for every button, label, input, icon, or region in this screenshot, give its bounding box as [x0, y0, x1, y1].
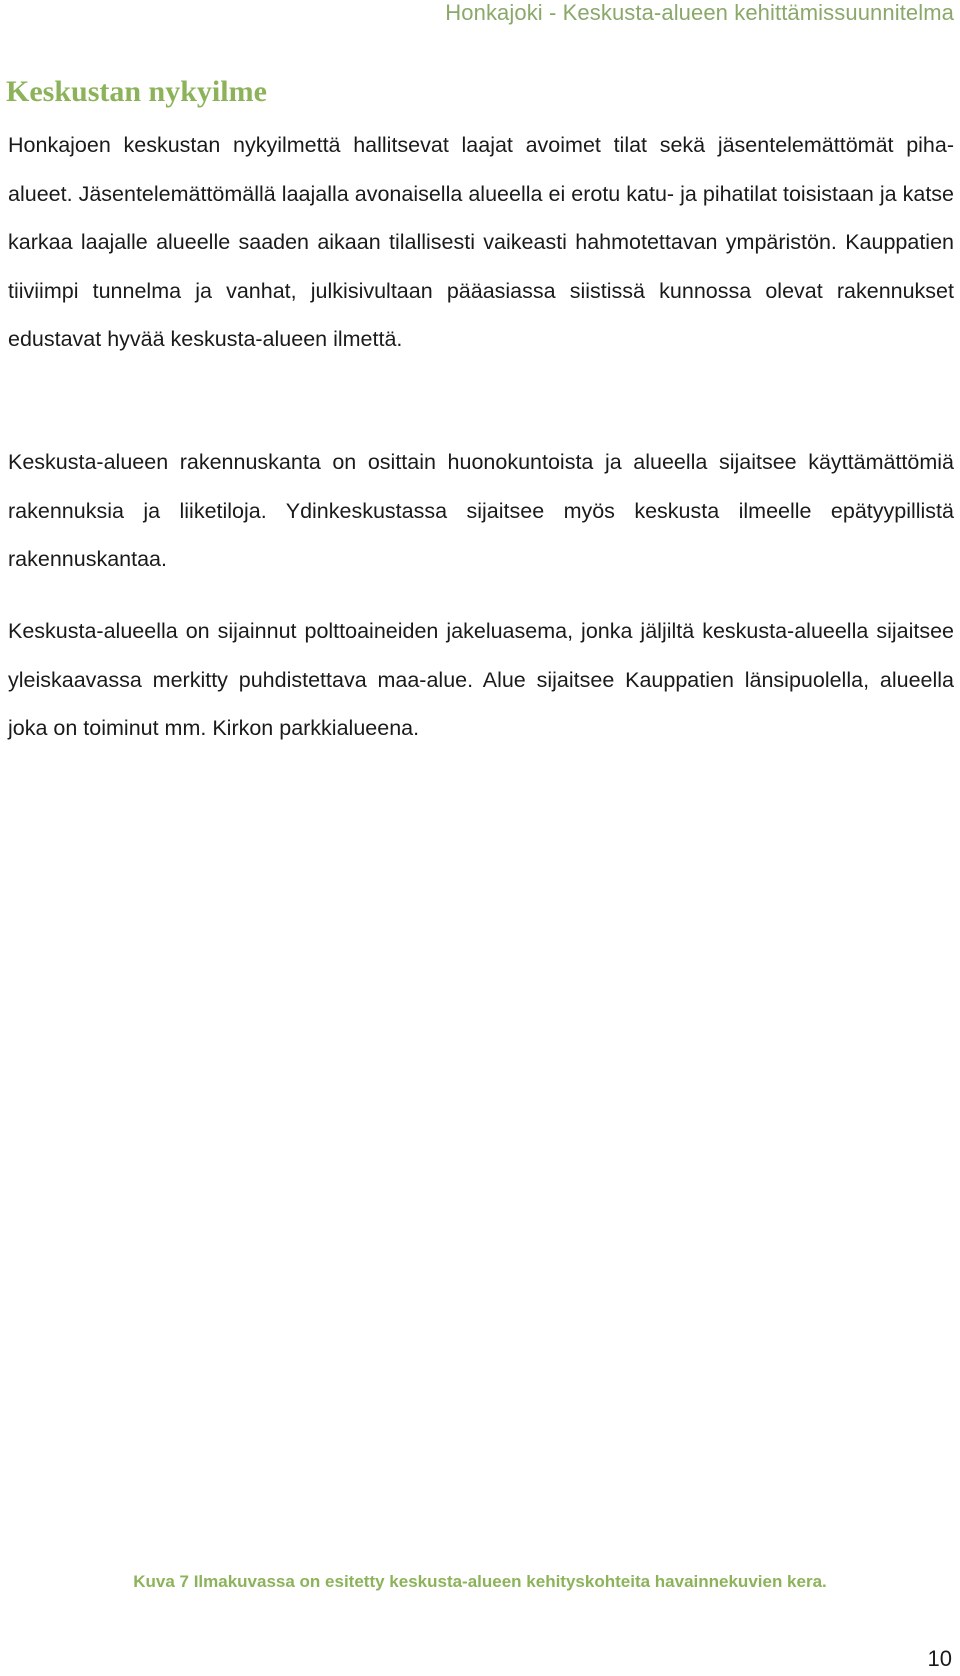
body-paragraph-3: Keskusta-alueella on sijainnut polttoaineiden jakeluasema, jonka jäljiltä keskusta-alueella sijaitsee yleiskaavassa merkitty puhdistettava maa-alue. Alue sijaitsee Kauppatien länsipuolella, alueella joka on toiminut mm. Kirkon parkkialueena. [8, 619, 954, 740]
page-number: 10 [927, 1646, 952, 1671]
running-header: Honkajoki - Keskusta-alueen kehittämissuunnitelma [445, 0, 954, 25]
section-heading: Keskustan nykyilme [6, 75, 267, 108]
figure-caption: Kuva 7 Ilmakuvassa on esitetty keskusta-alueen kehityskohteita havainnekuvien kera. [133, 1572, 827, 1591]
body-paragraph-1: Honkajoen keskustan nykyilmettä hallitsevat laajat avoimet tilat sekä jäsentelemättömät piha-alueet. Jäsentelemättömällä laajalla avonaisella alueella ei erotu katu- ja pihatilat toisistaan ja katse karkaa laajalle alueelle saaden aikaan tilallisesti vaikeasti hahmotettavan ympäristön. Kauppatien tiiviimpi tunnelma ja vanhat, julkisivultaan pääasiassa siistissä kunnossa olevat rakennukset edustavat hyvää keskusta-alueen ilmettä. [8, 133, 954, 351]
body-paragraph-2: Keskusta-alueen rakennuskanta on osittain huonokuntoista ja alueella sijaitsee käyttämättömiä rakennuksia ja liiketiloja. Ydinkeskustassa sijaitsee myös keskusta ilmeelle epätyypillistä rakennuskantaa. [8, 450, 954, 571]
